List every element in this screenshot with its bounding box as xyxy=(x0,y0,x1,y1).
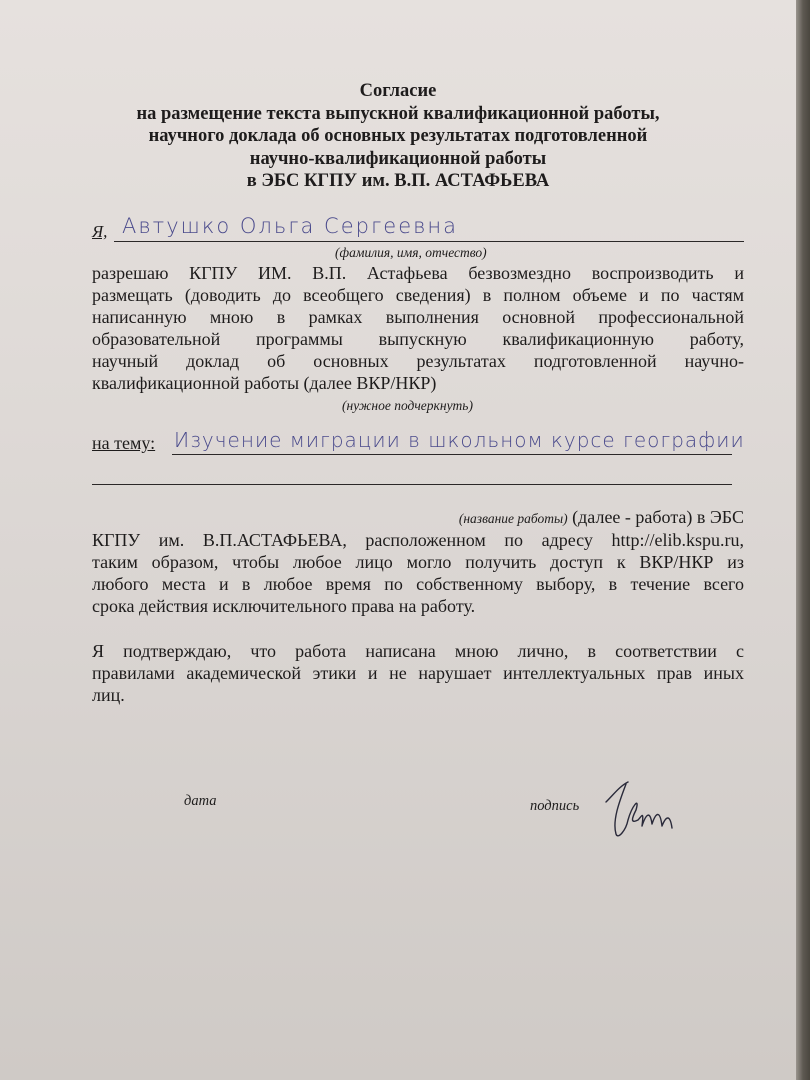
title-line: на размещение текста выпускной квалификационной работы, xyxy=(136,103,660,124)
confirmation-paragraph xyxy=(92,640,744,706)
permission-paragraph xyxy=(92,262,744,394)
text-line: написанную мною в рамках выполнения основной профессиональной xyxy=(92,307,744,327)
text-line: научный доклад об основных результатах подготовленной научно- xyxy=(92,351,744,371)
underline-hint: (нужное подчеркнуть) xyxy=(342,398,473,413)
handwritten-name: Автушко Ольга Сергеевна xyxy=(122,214,459,238)
text-line: таким образом, чтобы любое лицо могло получить доступ к ВКР/НКР из xyxy=(92,552,744,572)
handwritten-signature xyxy=(600,780,690,840)
name-underline xyxy=(114,241,744,242)
text-line: любого места и в любое время по собственному выбору, в течение всего xyxy=(92,574,744,594)
text-line: размещать (доводить до всеобщего сведения) в полном объеме и по частям xyxy=(92,285,744,305)
name-hint: (фамилия, имя, отчество) xyxy=(335,245,487,260)
work-title-caption xyxy=(459,507,744,528)
work-title-hint: (название работы) xyxy=(458,511,568,526)
topic-label: на тему: xyxy=(92,433,156,453)
access-paragraph xyxy=(92,529,744,617)
text-line: разрешаю КГПУ ИМ. В.П. Астафьева безвозмездно воспроизводить и xyxy=(92,263,744,283)
text-line: правилами академической этики и не нарушает интеллектуальных прав иных xyxy=(92,663,744,683)
title-line: научного доклада об основных результатах подготовленной xyxy=(148,126,648,146)
name-field xyxy=(92,214,744,244)
date-label: дата xyxy=(184,793,217,809)
signature-label: подпись xyxy=(530,798,580,814)
text-line: Я подтверждаю, что работа написана мною лично, в соответствии с xyxy=(92,641,744,661)
document-title xyxy=(0,80,796,193)
topic-underline xyxy=(172,454,732,455)
text-line: лиц. xyxy=(92,685,125,705)
name-prefix: Я, xyxy=(92,222,108,241)
title-line: в ЭБС КГПУ им. В.П. АСТАФЬЕВА xyxy=(246,171,550,191)
text-line: квалификационной работы (далее ВКР/НКР) xyxy=(92,373,437,393)
topic-field xyxy=(92,428,745,456)
title-line: Согласие xyxy=(359,81,437,101)
background-edge xyxy=(796,0,810,1080)
handwritten-topic: Изучение миграции в школьном курсе географии xyxy=(174,428,745,452)
topic-second-underline xyxy=(92,484,732,485)
title-line: научно-квалификационной работы xyxy=(249,148,547,169)
text-line: КГПУ им. В.П.АСТАФЬЕВА, расположенном по адресу http://elib.kspu.ru, xyxy=(92,530,744,550)
work-title-after: (далее - работа) в ЭБС xyxy=(567,507,744,527)
text-line: срока действия исключительного права на работу. xyxy=(92,596,476,616)
text-line: образовательной программы выпускную квалификационную работу, xyxy=(92,329,744,349)
